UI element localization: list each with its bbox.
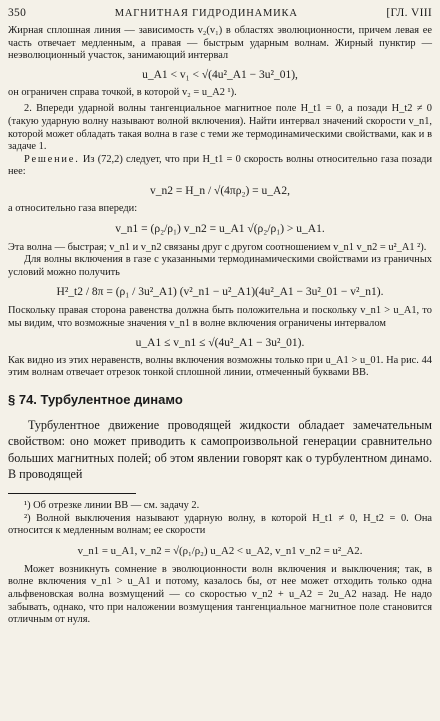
solution-2	[8, 154, 432, 179]
page-number: 350	[8, 7, 27, 19]
running-title: МАГНИТНАЯ ГИДРОДИНАМИКА	[114, 8, 298, 19]
solution-label: Решение.	[24, 153, 80, 165]
equation-5: u_A1 ≤ v_n1 ≤ √(4u²_A1 − 3u²_01).	[135, 336, 305, 349]
footnote-equation: v_n1 = u_A1, v_n2 = √(ρ₁/ρ₂) u_A2 < u_A2, v_n1 v_n2 = u²_A2.	[77, 544, 363, 557]
paragraph-7: Для волны включения в газе с указанными термодинамическими свойствами из граничных условий можно получить	[8, 254, 432, 278]
running-header	[8, 6, 432, 21]
equation-3: v_n1 = (ρ₂/ρ₁) v_n2 = u_A1 √(ρ₂/ρ₁) > u_A1.	[115, 222, 325, 235]
paragraph-9: Как видно из этих неравенств, волны включения возможны только при u_A1 > u_01. На рис. 44 этим волнам отвечает отрезок тонкой сплошной линии, отмеченный буквами BB.	[8, 354, 432, 379]
paragraph-2: он ограничен справа точкой, в которой v₂ = u_A2 ¹).	[8, 86, 237, 98]
footnotes	[8, 500, 432, 627]
equation-4: H²_t2 / 8π = (ρ₁ / 3u²_A1) (v²_n1 − u²_A1)(4u²_A1 − 3u²_01 − v²_n1).	[56, 286, 384, 299]
problem-2: 2. Впереди ударной волны тангенциальное магнитное поле H_t1 = 0, а позади H_t2 ≠ 0 (такую ударную волну называют волной включения). Найти интервал значений скорости v_n1, которой может обладать такая волна в газе с теми же термодинамическими свойствами, как и в задаче 1.	[8, 103, 432, 153]
paragraph-5: а относительно газа впереди:	[8, 202, 138, 214]
section-intro: Турбулентное движение проводящей жидкости обладает замечательным свойством: оно может приводить к самопроизвольной генерации сравнительно больших магнитных полей; об этом явлении говорят как о турбулентном динамо. В проводящей	[8, 417, 432, 482]
section-title: § 74. Турбулентное динамо	[8, 391, 183, 407]
paragraph-6: Эта волна — быстрая; v_n1 и v_n2 связаны друг с другом соотношением v_n1 v_n2 = u²_A1 ²).	[8, 241, 427, 253]
solution-text: Из (72,2) следует, что при H_t1 = 0 скорость волны относительно газа позади нее:	[8, 153, 432, 178]
footnote-3: Может возникнуть сомнение в эволюционности волн включения и выключения; так, в волне включения v_n1 > u_A1 и потому, казалось бы, от нее может отходить только одна альфвеновская волна возмущений — со скоростью v_n2 + u_A2 = 2u_A2 назад. Не надо забывать, однако, что при наложении возмущения тангенциальное магнитное поле становится отличным от нуля.	[8, 563, 432, 626]
footnote-1: ¹) Об отрезке линии BB — см. задачу 2.	[24, 500, 200, 512]
footnote-2: ²) Волной выключения называют ударную волну, в которой H_t1 ≠ 0, H_t2 = 0. Она относится к медленным волнам; ее скорости	[8, 512, 432, 537]
paragraph-8: Поскольку правая сторона равенства должна быть положительна и поскольку v_n1 > u_A1, то мы видим, что возможные значения v_n1 в волне включения ограничены интервалом	[8, 305, 432, 329]
chapter-label: [ГЛ. VIII	[386, 7, 432, 19]
equation-2: v_n2 = H_n / √(4πρ₂) = u_A2,	[150, 184, 290, 197]
equation-1: u_A1 < v₁ < √(4u²_A1 − 3u²_01),	[142, 68, 298, 81]
paragraph-1: Жирная сплошная линия — зависимость v₂(v₁) в областях эволюционности, причем левая ее часть отвечает медленным, а правая — быстрым ударным волнам. Жирный пунктир — неэволюционный участок, занимающий интервал	[8, 25, 432, 62]
footnote-rule	[8, 493, 136, 494]
